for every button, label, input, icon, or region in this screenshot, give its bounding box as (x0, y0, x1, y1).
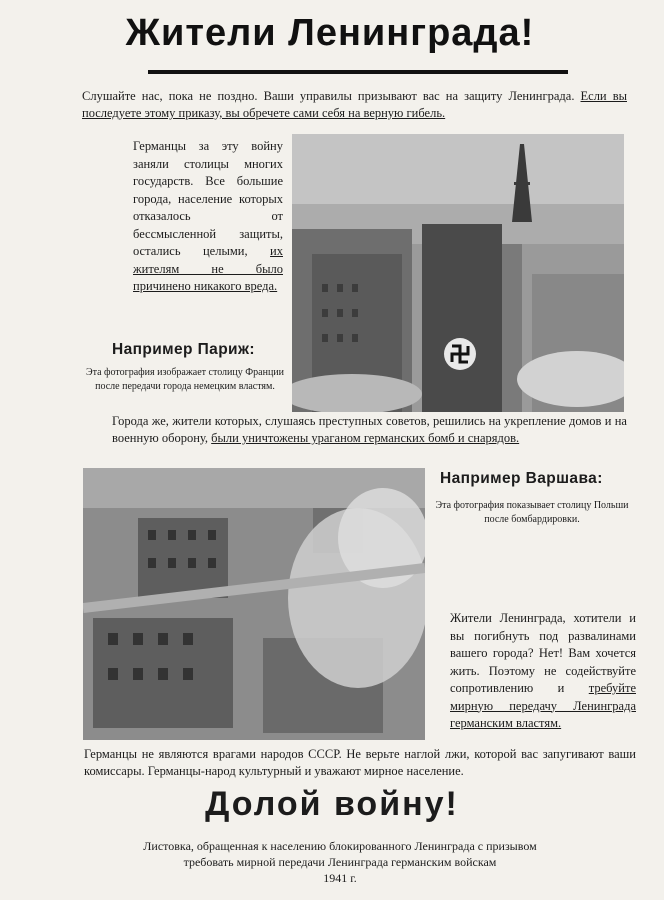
right-column-text: Жители Ленинграда, хотители и вы погибнуть под развалинами вашего города? Нет! Вам хочется жить. Поэтому не содействуйте сопротивлению и (450, 611, 636, 695)
warsaw-caption: Эта фотография показывает столицу Польши после бомбардировки. (435, 500, 629, 525)
warsaw-photo-image (83, 468, 425, 740)
footnote-line-1: Листовка, обращенная к населению блокированного Ленинграда с призывом (143, 839, 537, 853)
middle-paragraph (112, 413, 627, 447)
paris-photo-image (292, 134, 624, 412)
warsaw-heading: Например Варшава: (440, 470, 603, 487)
bottom-paragraph: Германцы не являются врагами народов СССР. Не верьте наглой лжи, которой вас запугивают ваши комиссары. Германцы-народ культурный и уважают мирное население. (84, 747, 636, 778)
paris-photo (292, 134, 624, 412)
footnote-year: 1941 г. (323, 871, 357, 885)
intro-underlined-text: Если вы последуете этому приказу, вы обречете сами себя на верную гибель. (82, 89, 627, 120)
page-title: Жители Ленинграда! (125, 12, 535, 54)
warsaw-photo (83, 468, 425, 740)
left-column-paragraph (133, 138, 283, 296)
paris-caption: Эта фотография изображает столицу Франции после передачи города немецким властям. (86, 367, 284, 392)
paris-heading: Например Париж: (112, 341, 255, 358)
middle-underlined-text: были уничтожены ураганом германских бомб и снарядов. (211, 431, 520, 445)
middle-text: Города же, жители которых, слушаясь преступных советов, решились на укрепление домов и на военную оборону, (112, 414, 627, 445)
intro-text: Слушайте нас, пока не поздно. Ваши управилы призывают вас на защиту Ленинграда. (82, 89, 581, 103)
left-column-underlined-text: их жителям не было причинено никакого вреда. (133, 244, 283, 293)
right-column-paragraph (450, 610, 636, 733)
left-column-text: Германцы за эту войну заняли столицы многих государств. Все большие города, население которых отказалось от бессмысленной защиты, остались целыми, (133, 139, 283, 258)
intro-paragraph (82, 88, 627, 122)
footnote (100, 838, 580, 886)
right-column-underlined-text: требуйте мирную передачу Ленинграда германским властям. (450, 681, 636, 730)
slogan: Долой войну! (205, 785, 459, 823)
title-underline (148, 70, 568, 74)
footnote-line-2: требовать мирной передачи Ленинграда германским войскам (183, 855, 497, 869)
